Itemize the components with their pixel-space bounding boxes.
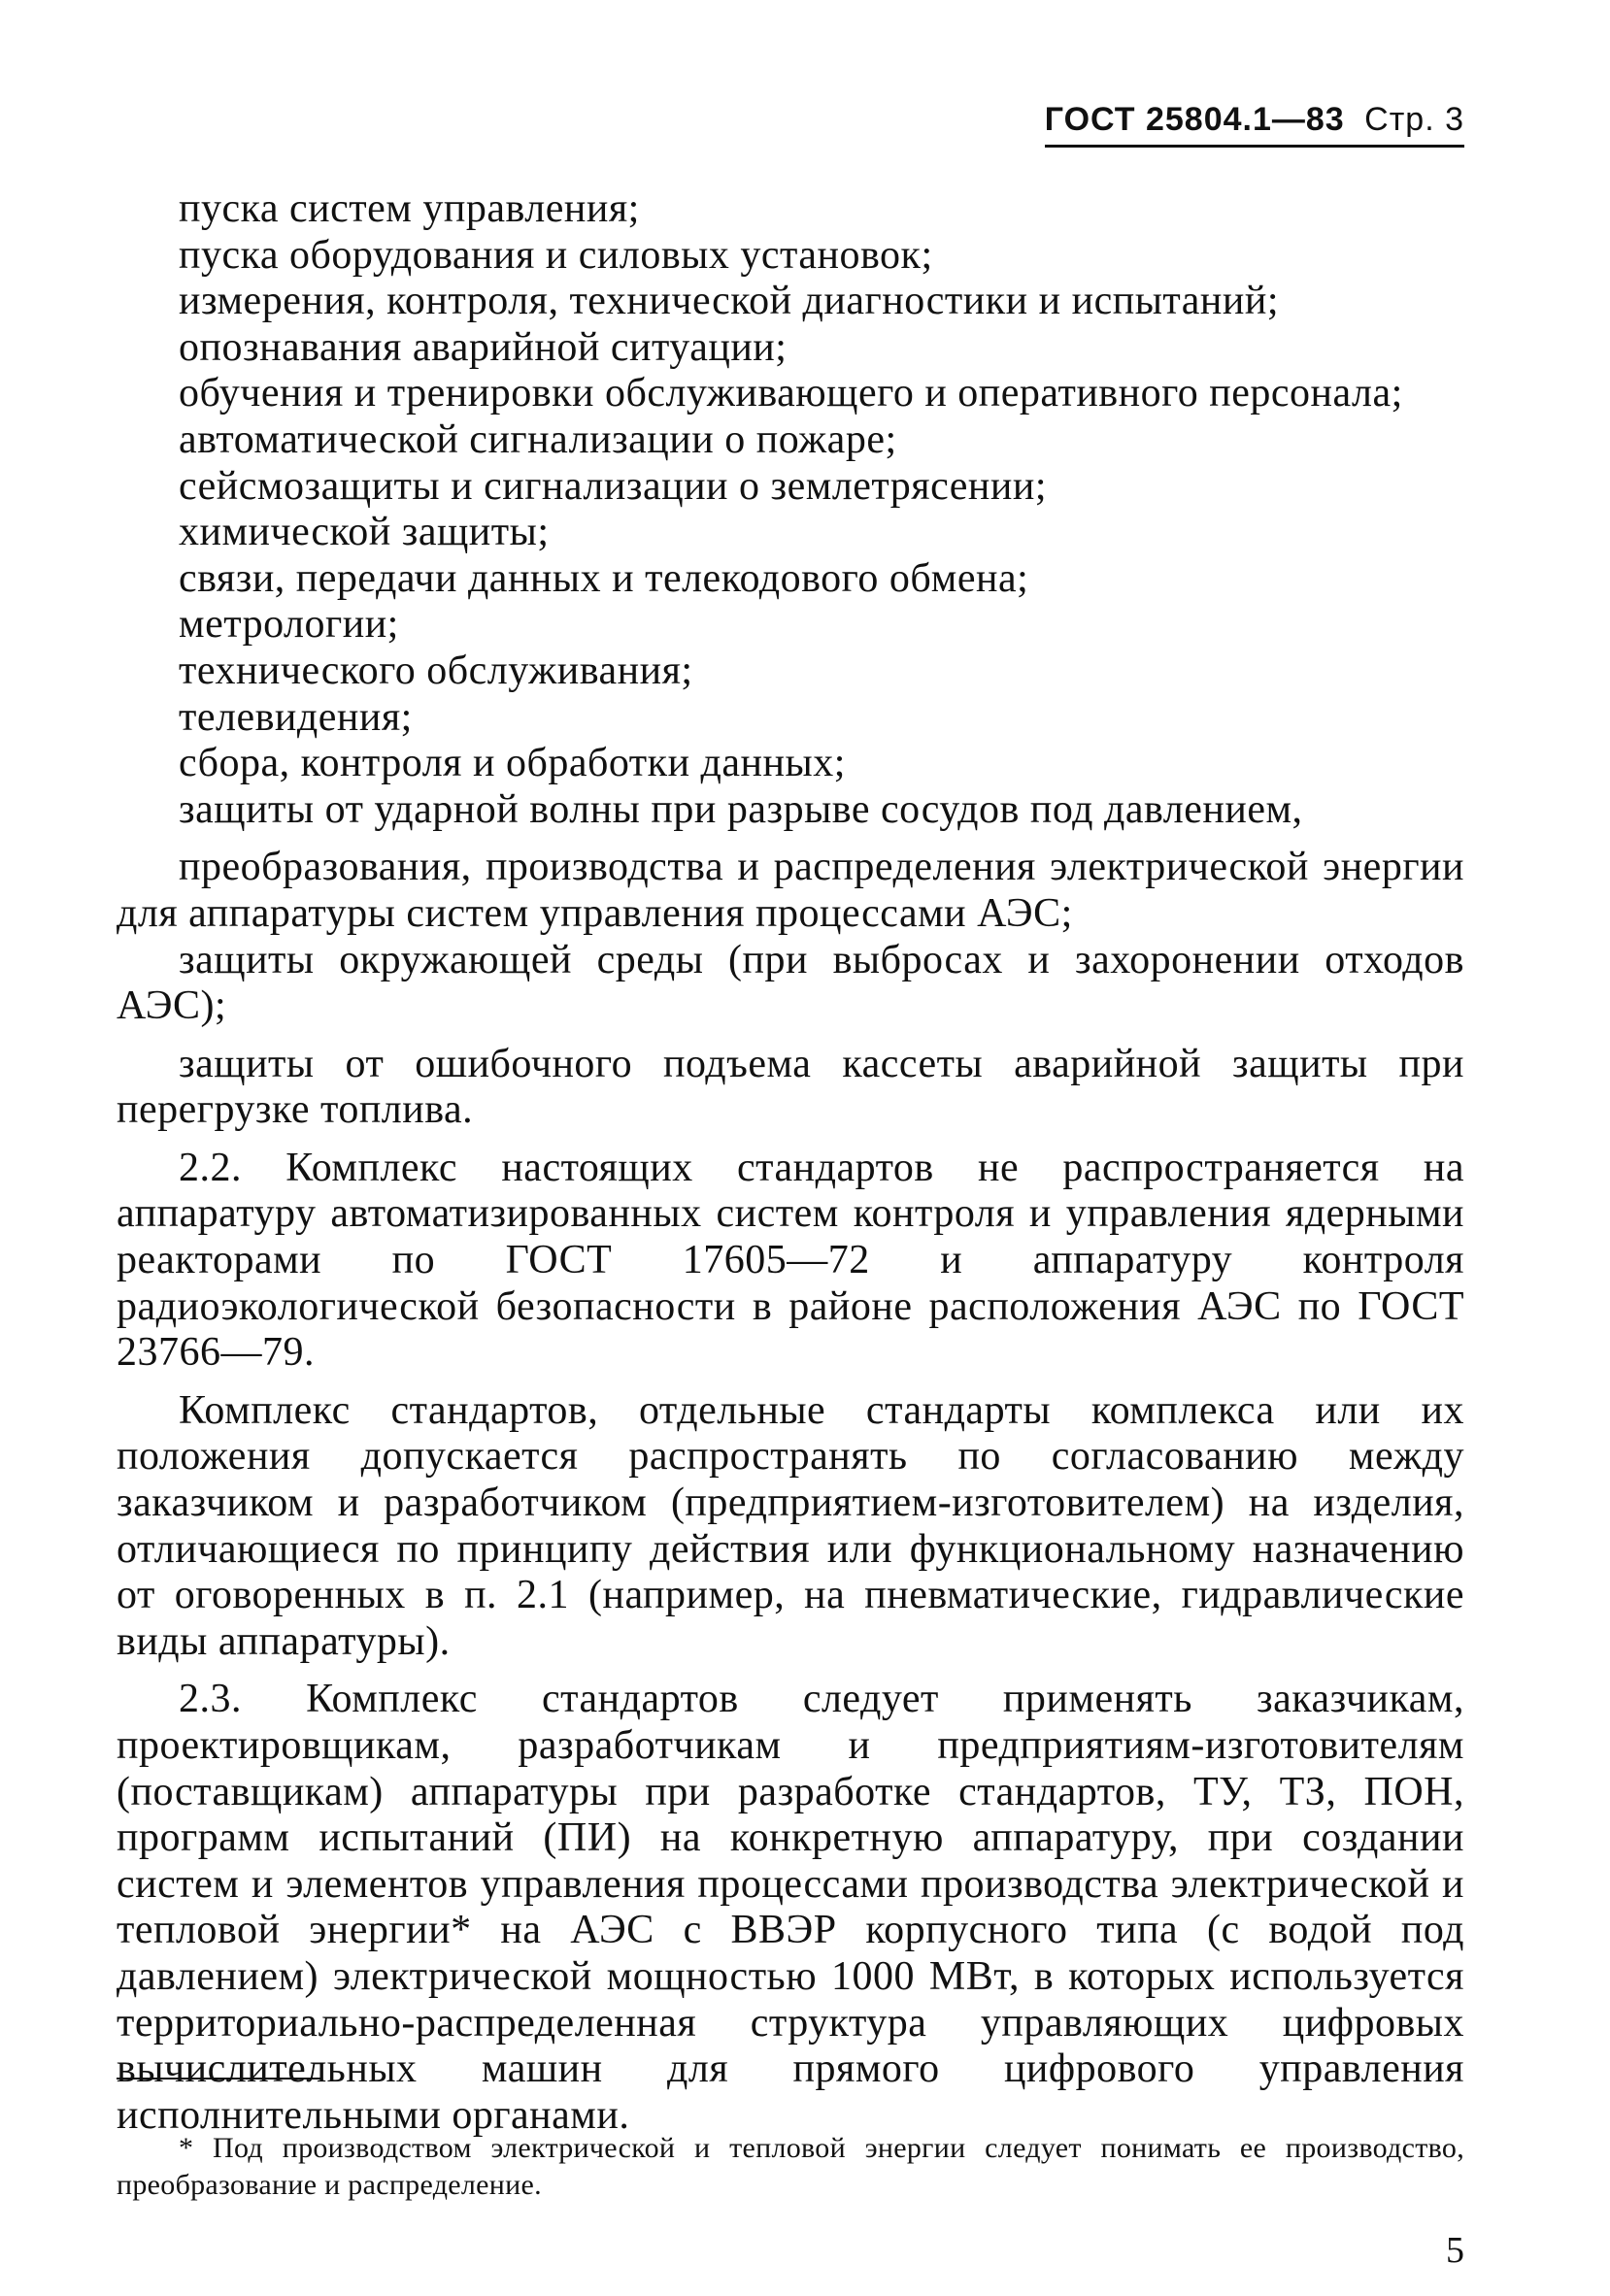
list-item: сбора, контроля и обработки данных; xyxy=(179,741,846,786)
list-item: автоматической сигнализации о пожаре; xyxy=(179,416,897,462)
list-item: защиты окружающей среды (при выбросах и захоронении отходов АЭС); xyxy=(117,937,1464,1029)
list-item: телевидения; xyxy=(179,694,413,740)
list-item: пуска систем управления; xyxy=(179,186,640,231)
list-item: пуска оборудования и силовых установок; xyxy=(179,232,933,278)
main-text xyxy=(117,186,1464,2139)
list-item: измерения, контроля, технической диагностики и испытаний; xyxy=(179,279,1280,324)
paragraph-2-2: 2.2. Комплекс настоящих стандартов не распространяется на аппаратуру автоматизированных систем контроля и управления ядерными реакторами по ГОСТ 17605—72 и аппаратуру контроля радиоэкологической безопасности в районе расположения АЭС по ГОСТ 23766—79. xyxy=(117,1145,1464,1376)
list-item: сейсмозащиты и сигнализации о землетрясении; xyxy=(179,463,1048,509)
page-label: Стр. 3 xyxy=(1364,101,1464,138)
paragraph-complex: Комплекс стандартов, отдельные стандарты комплекса или их положения допускается распространять по согласованию между заказчиком и разработчиком (предприятием-изготовителем) на изделия, отличающиеся по принципу действия или функциональному назначению от оговоренных в п. 2.1 (например, на пневматические, гидравлические виды аппаратуры). xyxy=(117,1387,1464,1664)
list-item: химической защиты; xyxy=(179,510,550,555)
list-item: технического обслуживания; xyxy=(179,648,693,693)
list-item: опознавания аварийной ситуации; xyxy=(179,324,788,370)
list-item: метрологии; xyxy=(179,602,399,648)
document-code: ГОСТ 25804.1—83 xyxy=(1044,101,1345,138)
footnote: * Под производством электрической и тепловой энергии следует понимать ее производство, преобразование и распределение. xyxy=(117,2132,1464,2201)
page-header xyxy=(1045,101,1464,148)
list-item: связи, передачи данных и телекодового обмена; xyxy=(179,555,1029,601)
list-item: защиты от ударной волны при разрыве сосудов под давлением, xyxy=(179,786,1303,832)
footnote-divider xyxy=(117,2078,320,2080)
list-item: обучения и тренировки обслуживающего и оперативного персонала; xyxy=(179,371,1403,416)
paragraph-2-3: 2.3. Комплекс стандартов следует применять заказчикам, проектировщикам, разработчикам и предприятиям-изготовителям (поставщикам) аппаратуры при разработке стандартов, ТУ, ТЗ, ПОН, программ испытаний (ПИ) на конкретную аппаратуру, при создании систем и элементов управления процессами производства электрической и тепловой энергии* на АЭС с ВВЭР корпусного типа (с водой под давлением) электрической мощностью 1000 МВт, в которых используется территориально-распределенная структура управляющих цифровых вычислительных машин для прямого цифрового управления исполнительными органами. xyxy=(117,1677,1464,2138)
page-number: 5 xyxy=(1446,2230,1464,2271)
list-item: защиты от ошибочного подъема кассеты аварийной защиты при перегрузке топлива. xyxy=(117,1041,1464,1133)
list-item: преобразования, производства и распределения электрической энергии для аппаратуры систем управления процессами АЭС; xyxy=(117,845,1464,936)
